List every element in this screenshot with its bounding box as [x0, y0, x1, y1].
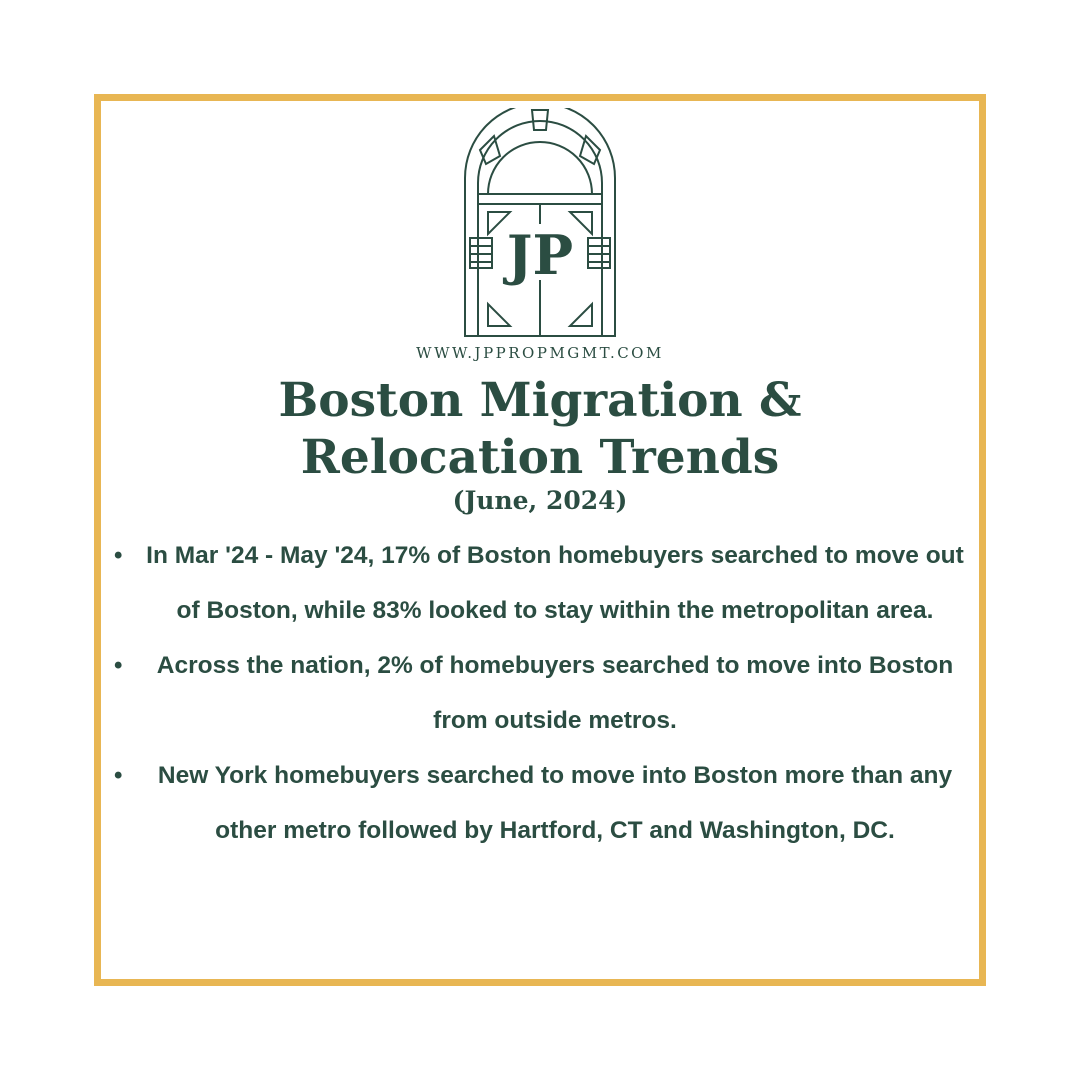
- bullet-dot: •: [114, 542, 123, 569]
- logo: [460, 108, 620, 338]
- subtitle-date: (June, 2024): [452, 486, 628, 515]
- bullet-dot: •: [114, 762, 123, 789]
- website-url: WWW.JPPROPMGMT.COM: [416, 344, 664, 362]
- logo-monogram: JP: [506, 223, 574, 287]
- bullet-text: Across the nation, 2% of homebuyers searched to move into Boston from outside metros.: [156, 652, 954, 734]
- list-item: [110, 528, 970, 638]
- list-item: [110, 748, 970, 858]
- arched-door-icon: [460, 108, 620, 338]
- list-item: [110, 638, 970, 748]
- title-line-1: Boston Migration &: [278, 373, 802, 428]
- bullet-text: New York homebuyers searched to move into Boston more than any other metro followed by Hartford, CT and Washington, DC.: [157, 762, 953, 844]
- bullet-dot: •: [114, 652, 123, 679]
- title-line-2: Relocation Trends: [300, 430, 780, 485]
- bullet-list: [110, 528, 970, 858]
- page-title: [0, 372, 1080, 486]
- bullet-text: In Mar '24 - May '24, 17% of Boston homebuyers searched to move out of Boston, while 83% looked to stay within the metropolitan area.: [146, 542, 964, 624]
